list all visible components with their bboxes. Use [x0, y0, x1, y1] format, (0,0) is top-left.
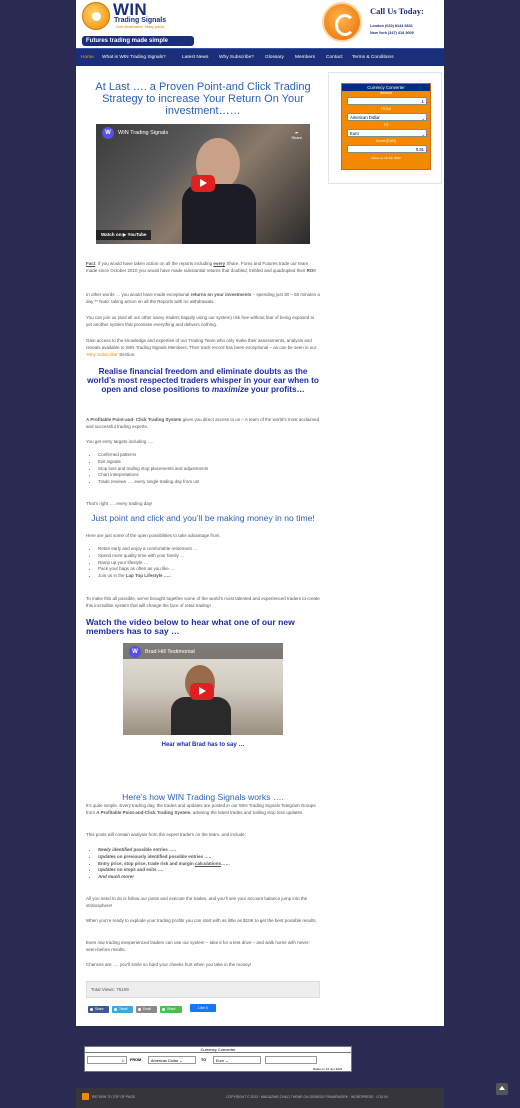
- video-title: Brad Hill Testimonial: [145, 649, 195, 655]
- list-item: • Newly identified possible entries …..: [98, 847, 320, 854]
- para-raw: Even raw trading inexperienced traders can use our system – take it for a test drive – and walk home with never-seen-before results.: [86, 940, 310, 952]
- twitter-tweet-button[interactable]: Tweet: [112, 1006, 133, 1013]
- scroll-to-top-button[interactable]: [496, 1083, 508, 1095]
- list-item: • Spend more quality time with your family …: [98, 553, 320, 560]
- para-gain: Gain access to the knowledge and expertise of our Trading Team who only make their assessments, analysis and reveals available to WIN Trading Signals Members. Their track record has been exceptional – as can be seen in our 'Why Subscribe' Section.: [86, 338, 317, 357]
- video-title: WIN Trading Signals: [118, 130, 169, 136]
- chevron-down-icon: ⌄: [421, 116, 425, 121]
- amount-input[interactable]: 1: [347, 97, 427, 105]
- list-item: • Pack your bags as often as you like …: [98, 566, 320, 573]
- para-simple: It’s quite simple. Every trading day, the trades and updates are posted in our WIN Trading Signals Telegram Groups from A Profitable Point-and-Click Trading System, advising the latest trades and trailing stop loss updates.: [86, 803, 316, 815]
- video-brad-hill-testimonial[interactable]: [123, 643, 283, 735]
- para-chances: Chances are …. you’ll smile so hard your cheeks hurt when you take in the money!: [86, 962, 252, 967]
- heading-watch-video: Watch the video below to hear what one of our new members has to say …: [86, 617, 295, 636]
- realise-heading: Realise financial freedom and eliminate doubts as the world’s most respected traders whisper in your ear when to open and close positions to maximize your profits…: [87, 367, 319, 394]
- site-header: [76, 0, 444, 48]
- caption-brad: Hear what Brad has to say …: [161, 742, 245, 748]
- nav-item-why-subscribe[interactable]: Why Subscribe?: [219, 55, 254, 60]
- footer-converter-title: Currency Converter: [85, 1047, 351, 1053]
- channel-avatar-icon: W: [102, 127, 114, 139]
- call-newyork: New York (347) 418 3009: [370, 31, 414, 35]
- para-entry: You get entry targets including ….: [86, 439, 154, 444]
- logo-main-text: WIN: [113, 0, 147, 19]
- list-item: • Ramp up your lifestyle …: [98, 560, 320, 567]
- para-ready: When you’re ready to explode your trading profits you can start with as little as $10K to get the best possible results.: [86, 918, 317, 923]
- page-headline: At Last …. a Proven Point-and Click Trading Strategy to increase Your Return On Your investment……: [95, 81, 311, 117]
- list-item: • Entry price, stop price, trade risk and margin calculations……: [98, 861, 320, 868]
- sidebar-widget: [328, 72, 442, 184]
- para-follow: All you need to do is follow our posts and execute the trades, and you’ll see your account balance jump into the stratosphere!: [86, 896, 308, 908]
- para-other-words: In other words … you would have made exceptional returns on your investments – spending just 30 – 60 minutes a day ** Note: taking action on all the Reports with no withdrawals.: [86, 292, 320, 304]
- footer-from-label: FROM: [130, 1058, 142, 1062]
- para-make-possible: To make this all possible, we’ve brought together some of the world’s most talented and experienced traders to create this incredible system that will change the face of retail trading!: [86, 596, 320, 608]
- to-currency-select[interactable]: Euro ⌄: [347, 129, 427, 137]
- why-subscribe-link[interactable]: 'Why Subscribe': [86, 351, 118, 357]
- nav-item-latest-news[interactable]: Latest News: [182, 55, 209, 60]
- main-nav: [76, 48, 444, 66]
- video-win-trading-signals[interactable]: [96, 124, 310, 244]
- para-posts: This posts will contain analysis from the expert traders on the team, and include:: [86, 832, 246, 837]
- currency-converter: [341, 83, 431, 170]
- footer-rates-note: Rates on 16 Jun 2023: [313, 1067, 343, 1071]
- presenter-suit: [182, 184, 256, 244]
- list-item: • Trade reviews …. every single trading day from us!: [98, 479, 320, 486]
- video-play-button[interactable]: [191, 175, 215, 192]
- result-output: 0.91: [347, 145, 427, 153]
- list-item: • And much more!: [98, 874, 320, 881]
- to-label: TO: [383, 123, 389, 127]
- video-play-button[interactable]: [190, 683, 214, 700]
- copyright-text: COPYRIGHT © 2023 · MAGAZINE CHILD THEME ON GENESIS FRAMEWORK · WORDPRESS · LOG IN: [226, 1095, 388, 1099]
- footer-amount-input[interactable]: 1: [87, 1056, 127, 1064]
- email-icon: [138, 1008, 141, 1011]
- nav-item-what-is[interactable]: What is WIN Trading Signals?: [102, 55, 166, 60]
- heading-point-click: Just point and click and you’ll be making money in no time!: [91, 513, 315, 523]
- list-item: • Updates on previously identified possible entries …..: [98, 854, 320, 861]
- call-london: London (020) 8144 9831: [370, 24, 413, 28]
- home-icon: [82, 1093, 89, 1100]
- site-logo[interactable]: [82, 2, 194, 46]
- nav-item-contact[interactable]: Contact: [326, 55, 343, 60]
- total-views: Total Views: 75109: [86, 981, 320, 998]
- video-share-button[interactable]: ➦ Share: [291, 130, 302, 140]
- site-footer: [76, 1088, 444, 1108]
- posts-list: [86, 847, 320, 881]
- generic-share-button[interactable]: Share: [160, 1006, 182, 1013]
- result-label: Euros (EUR): [376, 139, 396, 143]
- email-share-button[interactable]: Email: [136, 1006, 157, 1013]
- twitter-icon: [114, 1008, 117, 1011]
- list-item: • Chart interpretations: [98, 472, 320, 479]
- return-to-top-link[interactable]: RETURN TO TOP OF PAGE: [92, 1095, 136, 1099]
- logo-globe-icon: [82, 2, 110, 30]
- list-item: • Exit signals: [98, 459, 320, 466]
- presenter-shirt: [171, 697, 231, 735]
- call-us-title: Call Us Today:: [370, 6, 424, 16]
- logo-tagline: One destination. Many paths.: [116, 25, 166, 29]
- list-item: • Retire early and enjoy a comfortable retirement …: [98, 546, 320, 553]
- rates-note: Rates on 16 Jun 2023: [371, 156, 401, 160]
- logo-banner: Futures trading made simple: [82, 36, 194, 46]
- possibilities-list: [86, 546, 320, 580]
- list-item: • Join us in the Lap Top Lifestyle …..: [98, 573, 320, 580]
- from-currency-select[interactable]: American Dollar ⌄: [347, 113, 427, 121]
- footer-currency-converter: [84, 1046, 352, 1072]
- entry-list: [86, 452, 320, 486]
- footer-result-output: [265, 1056, 317, 1064]
- nav-item-members[interactable]: Members: [295, 55, 315, 60]
- from-label: FROM: [380, 107, 392, 111]
- nav-item-terms[interactable]: Terms & Conditions: [352, 55, 394, 60]
- para-thats-right: That’s right …. every trading day!: [86, 501, 153, 506]
- para-here: Here are just some of the open possibilities to take advantage from.: [86, 533, 221, 538]
- watch-on-youtube[interactable]: Watch on ▶ YouTube: [96, 230, 151, 240]
- facebook-share-button[interactable]: Share: [88, 1006, 109, 1013]
- para-join: You can join us (and all our other savvy traders happily using our system) risk free without fear of being exposed to yet another system that promises everything and delivers nothing.: [86, 315, 315, 327]
- footer-to-select[interactable]: Euro ⌄: [213, 1056, 261, 1064]
- facebook-icon: [90, 1008, 93, 1011]
- list-item: • Stop loss and trailing stop placements and adjustments: [98, 466, 320, 473]
- share-icon: [162, 1008, 165, 1011]
- para-profitable: A Profitable Point-and- Click Trading System gives you direct access to us – A team of the world’s most acclaimed and successful trading experts.: [86, 417, 320, 429]
- logo-sub-text: Trading Signals: [114, 17, 167, 24]
- footer-to-label: TO: [201, 1058, 207, 1062]
- para-fact: Fact: If you would have taken action on all the reports including every Share, Forex and Futures trade our team made since October 2010 you would have made substantial returns that doubled, trebled and quadrupled their ROI!: [86, 261, 316, 273]
- list-item: • Confirmed patterns: [98, 452, 320, 459]
- converter-title: Currency Converter: [342, 84, 430, 91]
- nav-item-home[interactable]: Home: [81, 55, 94, 60]
- amount-label: Amount: [379, 91, 393, 95]
- channel-avatar-icon: W: [129, 646, 141, 658]
- main-container: [76, 66, 444, 1026]
- chevron-down-icon: ⌄: [421, 132, 425, 137]
- facebook-like-button[interactable]: Like 0: [190, 1004, 216, 1012]
- phone-icon: [322, 2, 362, 42]
- heading-how-it-works: Here’s how WIN Trading Signals works ….: [122, 792, 284, 802]
- footer-from-select[interactable]: American Dollar ⌄: [148, 1056, 196, 1064]
- list-item: • Updates on stops and exits ….: [98, 867, 320, 874]
- nav-item-glossary[interactable]: Glossary: [265, 55, 284, 60]
